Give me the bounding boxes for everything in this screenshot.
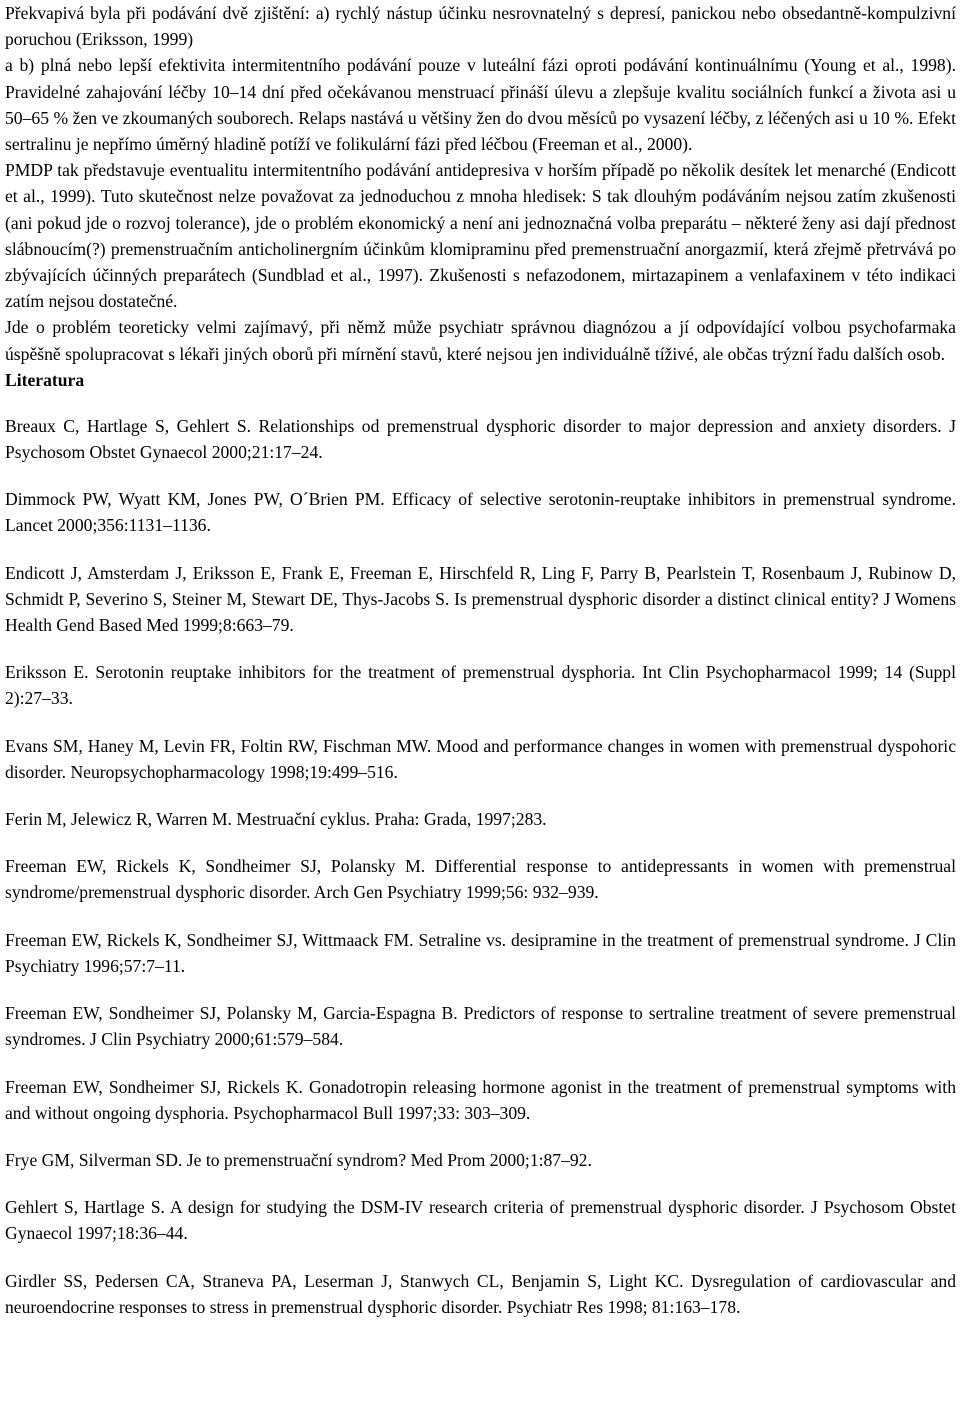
- reference-item: Gehlert S, Hartlage S. A design for studying the DSM-IV research criteria of premenstrual dysphoric disorder. J Psychosom Obstet Gynaecol 1997;18:36–44.: [5, 1197, 956, 1244]
- body-text: [5, 0, 956, 367]
- paragraph-intro: Překvapivá byla při podávání dvě zjištění: a) rychlý nástup účinku nesrovnatelný s depresí, panickou nebo obsedantně-kompulzivní poruchou (Eriksson, 1999): [5, 3, 956, 50]
- reference-item: Dimmock PW, Wyatt KM, Jones PW, O´Brien PM. Efficacy of selective serotonin-reuptake inhibitors in premenstrual syndrome. Lancet 2000;356:1131–1136.: [5, 489, 956, 536]
- reference-item: Ferin M, Jelewicz R, Warren M. Mestruační cyklus. Praha: Grada, 1997;283.: [5, 809, 547, 830]
- reference-item: Endicott J, Amsterdam J, Eriksson E, Frank E, Freeman E, Hirschfeld R, Ling F, Parry B, Pearlstein T, Rosenbaum J, Rubinow D, Schmidt P, Severino S, Steiner M, Stewart DE, Thys-Jacobs S. Is premenstrual dysphoric disorder a distinct clinical entity? J Womens Health Gend Based Med 1999;8:663–79.: [5, 562, 956, 636]
- paragraph-efficacy: a b) plná nebo lepší efektivita intermitentního podávání pouze v luteální fázi oproti podávání kontinuálnímu (Young et al., 1998). Pravidelné zahajování léčby 10–14 dní před očekávanou menstruací přináší úlevu a zlepšuje kvalitu sociálních funkcí a života asi u 50–65 % žen ve zkoumaných souborech. Relaps nastává u většiny žen do dvou měsíců po vysazení léčby, z léčených asi u 10 %. Efekt sertralinu je nepřímo úměrný hladině potíží ve folikulární fázi před léčbou (Freeman et al., 2000).: [5, 55, 956, 155]
- reference-item: Breaux C, Hartlage S, Gehlert S. Relationships od premenstrual dysphoric disorder to major depression and anxiety disorders. J Psychosom Obstet Gynaecol 2000;21:17–24.: [5, 415, 956, 463]
- section-heading-literatura: Literatura: [5, 369, 85, 390]
- reference-item: Freeman EW, Sondheimer SJ, Polansky M, Garcia-Espagna B. Predictors of response to sertraline treatment of severe premenstrual syndromes. J Clin Psychiatry 2000;61:579–584.: [5, 1003, 956, 1050]
- reference-item: Freeman EW, Rickels K, Sondheimer SJ, Polansky M. Differential response to antidepressants in women with premenstrual syndrome/premenstrual dysphoric disorder. Arch Gen Psychiatry 1999;56: 932–939.: [5, 856, 956, 903]
- reference-list: [5, 413, 956, 1320]
- reference-item: Eriksson E. Serotonin reuptake inhibitors for the treatment of premenstrual dysphoria. Int Clin Psychopharmacol 1999; 14 (Suppl 2):27–33.: [5, 662, 956, 709]
- paragraph-conclusion: Jde o problém teoreticky velmi zajímavý, při němž může psychiatr správnou diagnózou a jí odpovídající volbou psychofarmaka úspěšně spolupracovat s lékaři jiných oborů při mírnění stavů, které nejsou jen individuálně tíživé, ale občas trýzní řadu dalších osob.: [5, 317, 956, 364]
- reference-item: Freeman EW, Sondheimer SJ, Rickels K. Gonadotropin releasing hormone agonist in the treatment of premenstrual symptoms with and without ongoing dysphoria. Psychopharmacol Bull 1997;33: 303–309.: [5, 1076, 956, 1123]
- reference-item: Frye GM, Silverman SD. Je to premenstruační syndrom? Med Prom 2000;1:87–92.: [5, 1149, 592, 1170]
- document-page: [5, 0, 956, 1341]
- reference-item: Freeman EW, Rickels K, Sondheimer SJ, Wittmaack FM. Setraline vs. desipramine in the treatment of premenstrual syndrome. J Clin Psychiatry 1996;57:7–11.: [5, 929, 956, 976]
- reference-item: Girdler SS, Pedersen CA, Straneva PA, Leserman J, Stanwych CL, Benjamin S, Light KC. Dysregulation of cardiovascular and neuroendocrine responses to stress in premenstrual dysphoric disorder. Psychiatr Res 1998; 81:163–178.: [5, 1270, 956, 1317]
- reference-item: Evans SM, Haney M, Levin FR, Foltin RW, Fischman MW. Mood and performance changes in women with premenstrual dyspohoric disorder. Neuropsychopharmacology 1998;19:499–516.: [5, 735, 956, 782]
- paragraph-pmdp: PMDP tak představuje eventualitu intermitentního podávání antidepresiva v horším případě po několik desítek let menarché (Endicott et al., 1999). Tuto skutečnost nelze považovat za jednoduchou z mnoha hledisek: S tak dlouhým podáváním nejsou zatím zkušenosti (ani pokud jde o rozvoj tolerance), jde o problém ekonomický a není ani jednoznačná volba preparátu – některé ženy asi dají přednost slábnoucím(?) premenstruačním anticholinergním účinkům klomipraminu před premenstruační anorgazmií, která zřejmě přetrvává po zbývajících účinných preparátech (Sundblad et al., 1997). Zkušenosti s nefazodonem, mirtazapinem a venlafaxinem v této indikaci zatím nejsou dostatečné.: [5, 160, 956, 312]
